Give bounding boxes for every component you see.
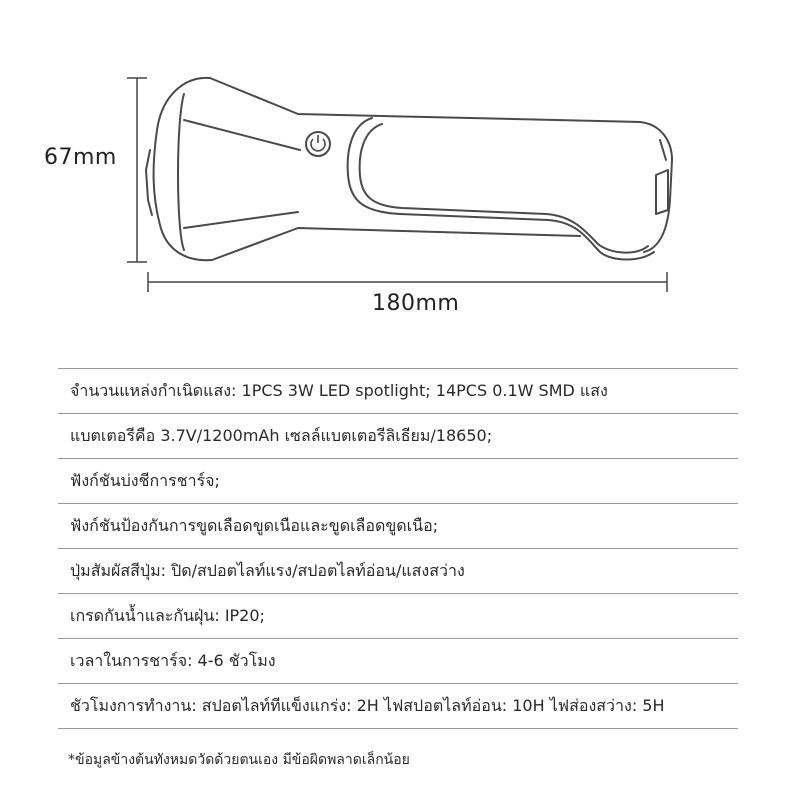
spec-row-working-hours: ชัวโมงการทำงาน: สปอตไลท์ทีแข็งแกร่ง: 2H ไฟสปอตไลท์อ่อน: 10H ไฟส่องสว่าง: 5H xyxy=(58,683,738,729)
flashlight-grip xyxy=(348,118,654,260)
spec-row-light-source: จำนวนแหล่งกำเนิดแสง: 1PCS 3W LED spotlight; 14PCS 0.1W SMD แสง xyxy=(58,368,738,413)
flashlight-body-bottom xyxy=(212,228,580,260)
flashlight-outline xyxy=(0,0,800,340)
spec-row-battery: แบตเตอรีคือ 3.7V/1200mAh เซลล์แบตเตอรีลิเธียม/18650; xyxy=(58,413,738,458)
height-label: 67mm xyxy=(44,145,117,170)
flashlight-body-top xyxy=(210,78,672,160)
spec-row-protection: ฟังก์ชันป้องกันการขูดเลือดขูดเนือและขูดเลือดขูดเนือ; xyxy=(58,503,738,548)
spec-row-charge-time: เวลาในการชาร์จ: 4-6 ชัวโมง xyxy=(58,638,738,683)
spec-row-charge-indicator: ฟังก์ชันบ่งชีการชาร์จ; xyxy=(58,458,738,503)
flashlight-head-outline xyxy=(154,78,212,260)
footnote: *ข้อมูลข้างต้นทังหมดวัดด้วยตนเอง มีข้อผิดพลาดเล็กน้อย xyxy=(68,752,410,768)
product-dimension-diagram xyxy=(0,0,800,340)
width-label: 180mm xyxy=(372,291,460,316)
power-button-icon xyxy=(306,132,330,156)
width-dimension-line xyxy=(148,272,667,292)
spec-row-ip-rating: เกรดกันน้ำและกันฝุ่น: IP20; xyxy=(58,593,738,638)
spec-list xyxy=(58,368,738,729)
height-dimension-line xyxy=(127,78,147,262)
spec-row-touch-button: ปุ่มสัมผัสสีปุ่ม: ปิด/สปอตไลท์แรง/สปอตไลท์อ่อน/แสงสว่าง xyxy=(58,548,738,593)
